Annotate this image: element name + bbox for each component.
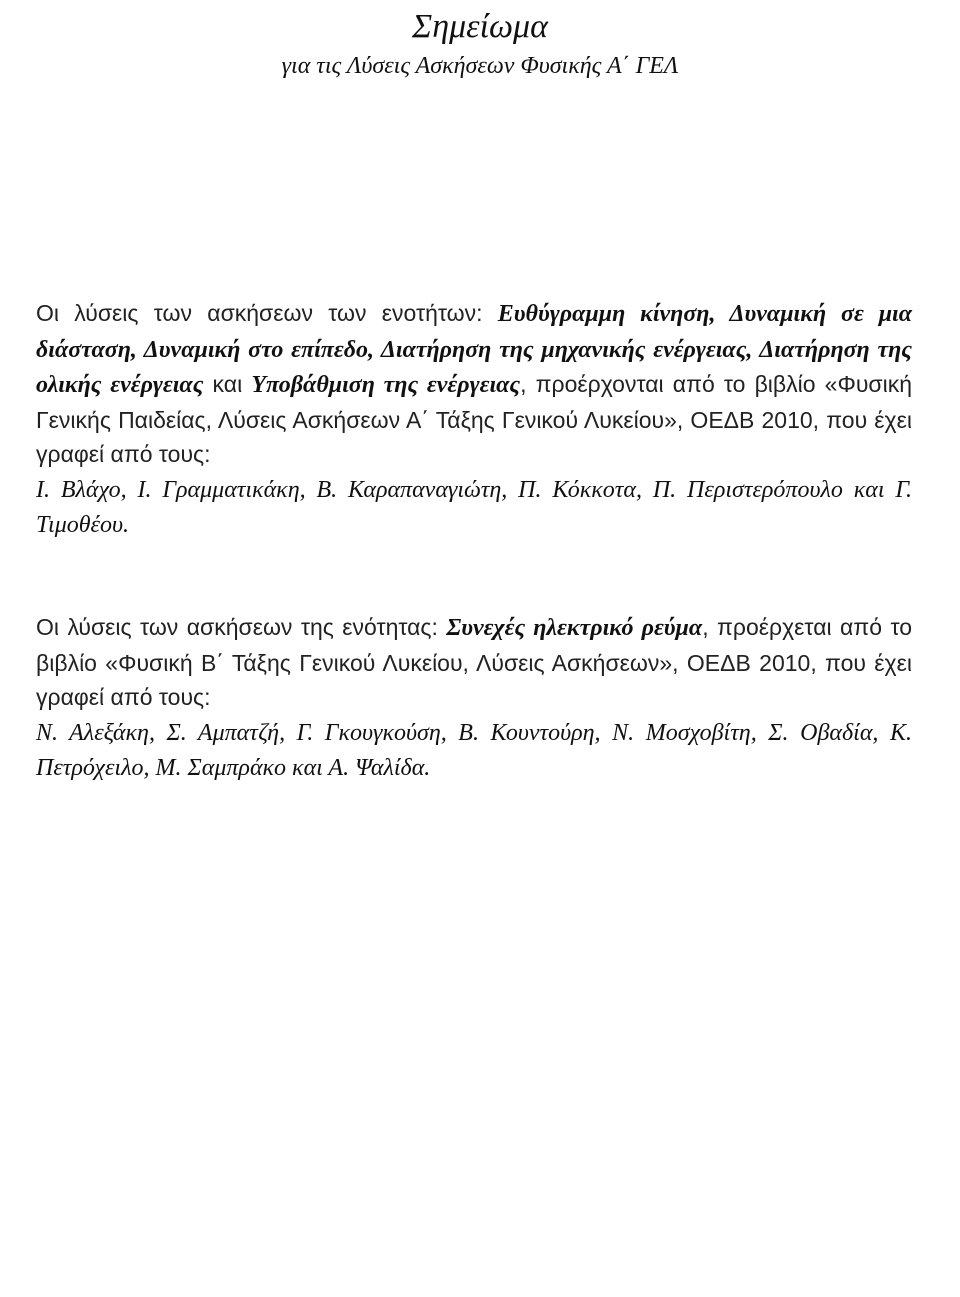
topic-last: Υποβάθμιση της ενέργειας [251, 372, 521, 398]
topics-list: Ευθύγραμμη κίνηση, Δυναμική σε μια διάσταση, Δυναμική στο επίπεδο, Διατήρηση της μηχανικής ενέργειας, Διατήρηση της ολικής ενέργειας [36, 301, 912, 398]
page-header [0, 6, 960, 82]
page-subtitle: για τις Λύσεις Ασκήσεων Φυσικής Α΄ ΓΕΛ [281, 53, 679, 79]
paragraph-intro: Οι λύσεις των ασκήσεων της ενότητας: [36, 614, 447, 640]
paragraph-exercises-b [36, 610, 912, 786]
paragraph-exercises-a [36, 296, 912, 543]
topic-electric-current: Συνεχές ηλεκτρικό ρεύμα [446, 615, 703, 641]
paragraph-intro: Οι λύσεις των ασκήσεων των ενοτήτων: [36, 300, 498, 326]
source-text: , προέρχονται από το βιβλίο «Φυσική Γενικής Παιδείας, Λύσεις Ασκήσεων Α΄ Τάξης Γενικού Λυκείου», ΟΕΔΒ 2010, που έχει γραφεί από τους: [36, 371, 912, 467]
connector-text: και [203, 371, 252, 397]
authors-list: Ι. Βλάχο, Ι. Γραμματικάκη, Β. Καραπαναγιώτη, Π. Κόκκοτα, Π. Περιστερόπουλο και Γ. Τιμοθέου. [36, 476, 912, 538]
source-text: , προέρχεται από το βιβλίο «Φυσική Β΄ Τάξης Γενικού Λυκείου, Λύσεις Ασκήσεων», ΟΕΔΒ 2010, που έχει γραφεί από τους: [36, 614, 912, 710]
authors-list: Ν. Αλεξάκη, Σ. Αμπατζή, Γ. Γκουγκούση, Β. Κουντούρη, Ν. Μοσχοβίτη, Σ. Οβαδία, Κ. Πετρόχειλο, Μ. Σαμπράκο και Α. Ψαλίδα. [36, 719, 912, 781]
page-title: Σημείωμα [412, 8, 548, 45]
